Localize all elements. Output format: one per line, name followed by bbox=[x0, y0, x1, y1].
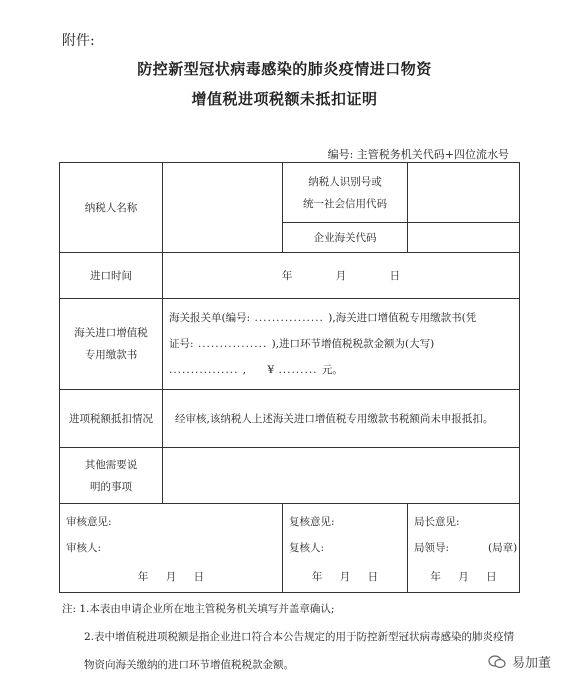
vat-content-a: 海关报关单(编号: bbox=[169, 312, 251, 324]
taxpayer-id-field[interactable] bbox=[408, 163, 520, 223]
recheck-opinion-label: 复核意见: bbox=[289, 516, 335, 528]
bureau-leader-label: 局领导: bbox=[414, 542, 450, 554]
review-date: 年 月 日 bbox=[137, 571, 205, 583]
note-2: 2.表中增值税进项税额是指企业进口符合本公告规定的用于防控新型冠状病毒感染的肺炎疫情 bbox=[84, 631, 515, 643]
watermark-text: 易加董 bbox=[511, 656, 551, 671]
taxpayer-name-field[interactable] bbox=[163, 163, 283, 253]
vat-content-c: 证号: bbox=[169, 338, 194, 350]
recheck-date: 年 月 日 bbox=[311, 571, 379, 583]
other-matters-label-line-1: 其他需要说 bbox=[84, 458, 138, 471]
wechat-icon bbox=[488, 655, 506, 669]
vat-payment-label-line-1: 海关进口增值税 bbox=[74, 327, 148, 339]
reviewer-label: 审核人: bbox=[66, 542, 102, 554]
watermark bbox=[488, 652, 551, 671]
vat-content-g: 元。 bbox=[321, 364, 343, 376]
review-opinion-label: 审核意见: bbox=[66, 516, 112, 528]
document-title-line-1: 防控新型冠状病毒感染的肺炎疫情进口物资 bbox=[137, 60, 432, 78]
vat-payment-label bbox=[60, 299, 163, 390]
taxpayer-name-label: 纳税人名称 bbox=[60, 163, 163, 253]
vat-content-b: ),海关进口增值税专用缴款书(凭 bbox=[328, 312, 477, 324]
director-opinion-label: 局长意见: bbox=[414, 516, 460, 528]
vat-content-f: ¥ bbox=[267, 364, 275, 376]
import-time-field[interactable]: 年 月 日 bbox=[163, 253, 520, 299]
note-2-continued: 物资向海关缴纳的进口环节增值税税款金额。 bbox=[84, 659, 294, 671]
vat-payment-label-line-2: 专用缴款书 bbox=[84, 349, 138, 361]
amount-in-words-blank[interactable]: ................ bbox=[169, 364, 243, 376]
customs-code-label: 企业海关代码 bbox=[283, 223, 408, 253]
certificate-form-table bbox=[59, 162, 520, 593]
vat-content-e: , bbox=[242, 364, 247, 376]
director-opinion-cell[interactable] bbox=[408, 504, 520, 593]
declaration-number-blank[interactable]: ................ bbox=[250, 312, 329, 324]
review-opinion-cell[interactable] bbox=[60, 504, 283, 593]
attachment-label: 附件: bbox=[62, 33, 95, 49]
taxpayer-id-label bbox=[283, 163, 408, 223]
document-title-line-2: 增值税进项税额未抵扣证明 bbox=[191, 90, 378, 108]
note-1: 注: 1.本表由申请企业所在地主管税务机关填写并盖章确认; bbox=[62, 603, 335, 615]
deduction-status-label: 进项税额抵扣情况 bbox=[60, 390, 163, 448]
vat-payment-content[interactable] bbox=[163, 299, 520, 390]
vat-content-d: ),进口环节增值税税款金额为(大写) bbox=[271, 338, 435, 350]
amount-in-figures-blank[interactable]: ......... bbox=[274, 364, 322, 376]
deduction-status-content: 经审核,该纳税人上述海关进口增值税专用缴款书税额尚未申报抵扣。 bbox=[163, 390, 520, 448]
other-matters-label bbox=[60, 448, 163, 504]
taxpayer-id-label-line-1: 纳税人识别号或 bbox=[308, 175, 382, 188]
bureau-seal-label: (局章) bbox=[488, 542, 518, 554]
director-date: 年 月 日 bbox=[430, 571, 497, 583]
other-matters-label-line-2: 明的事项 bbox=[90, 480, 132, 493]
other-matters-field[interactable] bbox=[163, 448, 520, 504]
voucher-number-blank[interactable]: ................ bbox=[193, 338, 272, 350]
serial-number-label: 编号: 主管税务机关代码+四位流水号 bbox=[327, 148, 509, 161]
recheck-opinion-cell[interactable] bbox=[283, 504, 408, 593]
customs-code-field[interactable] bbox=[408, 223, 520, 253]
taxpayer-id-label-line-2: 统一社会信用代码 bbox=[303, 197, 387, 210]
rechecker-label: 复核人: bbox=[289, 542, 325, 554]
notes-section bbox=[62, 595, 522, 679]
import-time-label: 进口时间 bbox=[60, 253, 163, 299]
